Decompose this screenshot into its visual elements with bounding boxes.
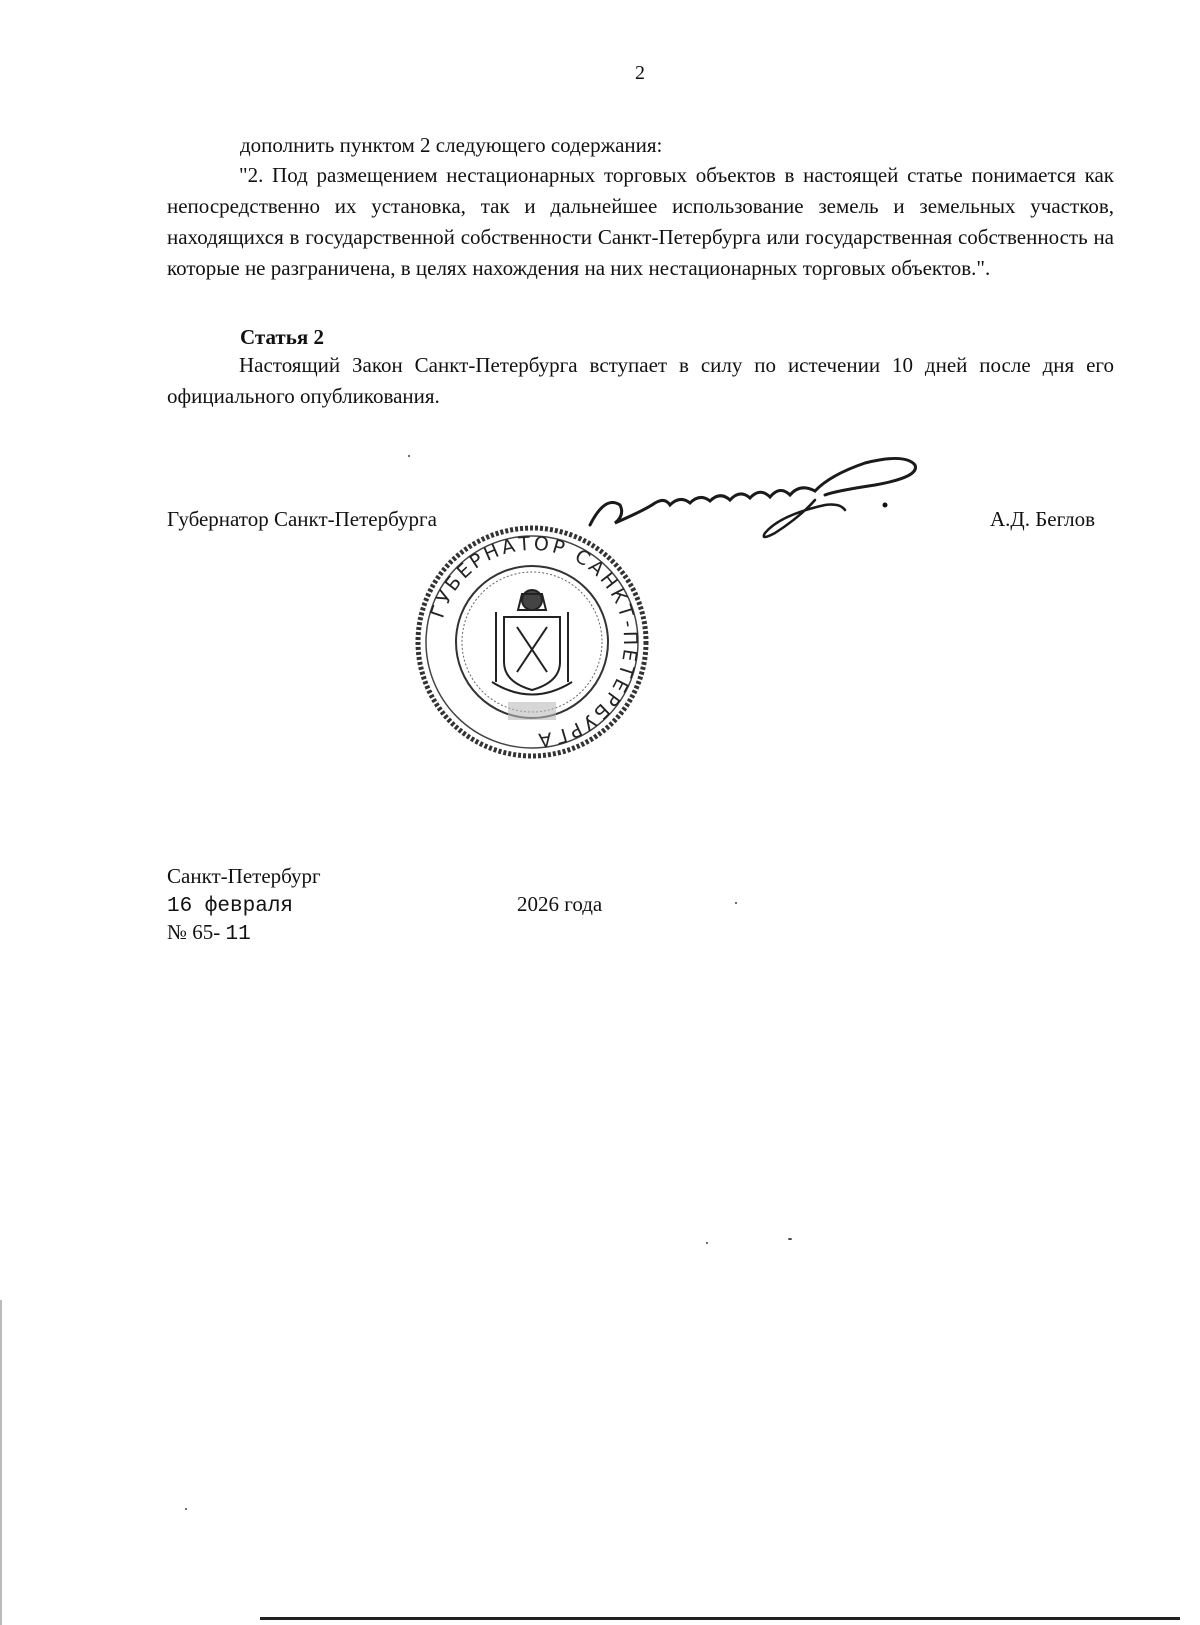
scan-speck [706,1242,708,1244]
handwritten-signature [585,455,925,545]
page-number: 2 [635,62,645,84]
date-line [167,892,603,918]
date-filled: 16 февраля [167,895,294,918]
scan-speck [408,455,410,457]
scan-edge [0,1300,2,1625]
scan-edge [260,1617,1180,1620]
scan-speck [788,1238,792,1240]
article-text: Настоящий Закон Санкт-Петербурга вступает в силу по истечении 10 дней после дня его официального опубликования. [167,353,1114,408]
document-number [167,920,251,946]
scan-speck [185,1508,187,1510]
coat-of-arms-icon [492,590,572,695]
official-seal [412,522,652,762]
intro-line: дополнить пунктом 2 следующего содержания: [240,133,663,157]
quoted-paragraph: "2. Под размещением нестационарных торговых объектов в настоящей статье понимается как непосредственно их установка, так и дальнейшее использование земель и земельных участков, находящихся в государственной собственности Санкт-Петербурга или государственная собственность на которые не разграничена, в целях нахождения на них нестационарных торговых объектов.". [167,163,1114,280]
date-year: 2026 года [517,892,603,916]
scan-speck [735,902,737,904]
number-filled: 11 [225,923,251,946]
place-of-signing: Санкт-Петербург [167,864,321,888]
signatory-name: А.Д. Беглов [990,507,1096,531]
signatory-title: Губернатор Санкт-Петербурга [167,507,437,531]
number-prefix: № 65- [167,920,221,944]
article-heading: Статья 2 [240,325,324,349]
svg-text:ГУБЕРНАТОР САНКТ-ПЕТЕРБУРГА: ГУБЕРНАТОР САНКТ-ПЕТЕРБУРГА [426,532,642,752]
